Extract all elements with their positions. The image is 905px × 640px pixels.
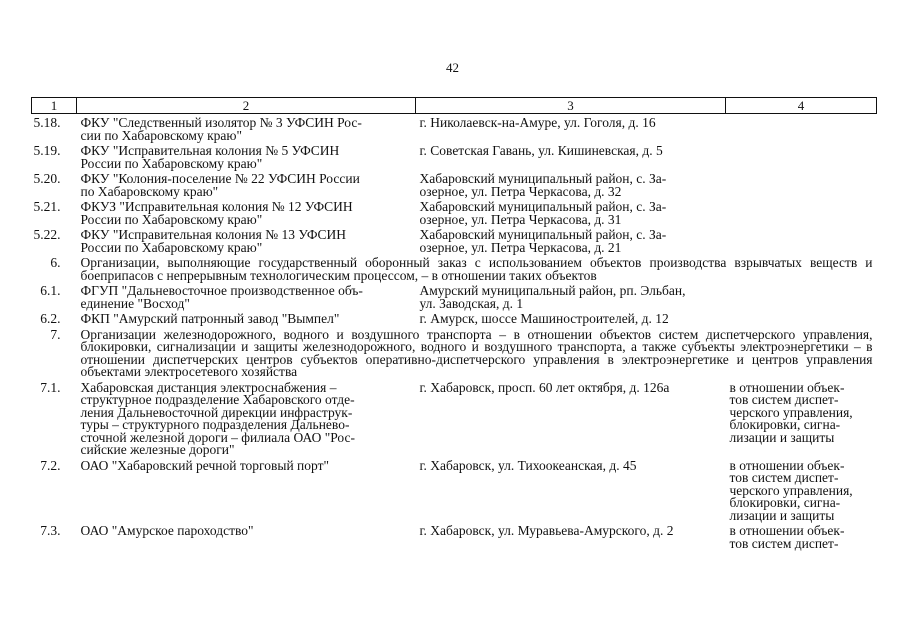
object-address: г. Хабаровск, ул. Муравьева-Амурского, д. 2 xyxy=(419,523,674,538)
section-number: 6. xyxy=(50,255,61,270)
row-note: в отношении объек- тов систем диспет- черского управления, блокировки, сигна- лизации и защиты xyxy=(729,457,853,523)
objects-table xyxy=(31,97,877,553)
row-note xyxy=(726,114,877,146)
organization-name: ОАО "Хабаровский речной торговый порт" xyxy=(80,457,330,473)
column-header-3: 3 xyxy=(416,98,726,114)
row-note xyxy=(726,201,877,229)
row-number: 5.21. xyxy=(33,199,61,214)
table-row xyxy=(32,382,877,460)
organization-name: ФКУ "Исправительная колония № 13 УФСИН России по Хабаровскому краю" xyxy=(80,227,347,255)
row-note xyxy=(726,229,877,257)
organization-name: ФКУ "Колония-поселение № 22 УФСИН России по Хабаровскому краю" xyxy=(80,171,360,199)
row-note: в отношении объек- тов систем диспет- черского управления, блокировки, сигна- лизации и защиты xyxy=(729,379,853,445)
organization-name: ФКУ "Исправительная колония № 5 УФСИН России по Хабаровскому краю" xyxy=(80,143,340,171)
column-header-2: 2 xyxy=(77,98,416,114)
organization-name: ФКУ "Следственный изолятор № 3 УФСИН Рос- сии по Хабаровскому краю" xyxy=(80,115,362,143)
organization-name: ФКП "Амурский патронный завод "Вымпел" xyxy=(80,311,340,326)
row-number: 6.1. xyxy=(40,283,61,298)
column-header-4: 4 xyxy=(726,98,877,114)
object-address: Хабаровский муниципальный район, с. За- озерное, ул. Петра Черкасова, д. 21 xyxy=(419,227,667,255)
row-number: 7.1. xyxy=(40,379,61,395)
row-number: 7.2. xyxy=(40,457,61,473)
table-row xyxy=(32,525,877,553)
table-row xyxy=(32,285,877,313)
table-row xyxy=(32,145,877,173)
section-description: Организации железнодорожного, водного и воздушного транспорта – в отношении объектов систем диспетчерского управления, блокировки, сигнализации и защиты железнодорожного, водного и воздушного транспорта, а также субъекты электроэнергетики – в отношении диспетчерских центров субъектов оперативно-диспетчерского управления в электроэнергетике и центров управления объектами электросетевого хозяйства xyxy=(80,326,873,379)
table-header-row xyxy=(32,98,877,114)
section-number: 7. xyxy=(50,326,61,342)
object-address: Хабаровский муниципальный район, с. За- озерное, ул. Петра Черкасова, д. 31 xyxy=(419,199,667,227)
page-number: 42 xyxy=(446,60,459,75)
object-address: г. Хабаровск, просп. 60 лет октября, д. 126а xyxy=(419,379,670,395)
object-address: г. Хабаровск, ул. Тихоокеанская, д. 45 xyxy=(419,457,637,473)
table-row xyxy=(32,229,877,257)
row-number: 5.22. xyxy=(33,227,61,242)
table-row xyxy=(32,173,877,201)
object-address: г. Советская Гавань, ул. Кишиневская, д. 5 xyxy=(419,143,663,158)
row-note xyxy=(726,173,877,201)
section-row xyxy=(32,329,877,382)
row-note: в отношении объек- тов систем диспет- xyxy=(729,523,845,551)
row-number: 5.18. xyxy=(33,115,61,130)
section-description: Организации, выполняющие государственный оборонный заказ с использованием объектов производства взрывчатых веществ и боеприпасов с непрерывным технологическим процессом, – в отношении таких объектов xyxy=(80,255,873,283)
column-header-1: 1 xyxy=(32,98,77,114)
organization-name: ФКУЗ "Исправительная колония № 12 УФСИН России по Хабаровскому краю" xyxy=(80,199,353,227)
table-row xyxy=(32,114,877,146)
table-row xyxy=(32,460,877,526)
row-note xyxy=(726,285,877,313)
table-row xyxy=(32,201,877,229)
object-address: Хабаровский муниципальный район, с. За- озерное, ул. Петра Черкасова, д. 32 xyxy=(419,171,667,199)
row-number: 6.2. xyxy=(40,311,61,326)
organization-name: ОАО "Амурское пароходство" xyxy=(80,523,254,538)
object-address: г. Амурск, шоссе Машиностроителей, д. 12 xyxy=(419,311,669,326)
object-address: Амурский муниципальный район, рп. Эльбан, ул. Заводская, д. 1 xyxy=(419,283,686,311)
organization-name: ФГУП "Дальневосточное производственное объ- единение "Восход" xyxy=(80,283,363,311)
section-row xyxy=(32,257,877,285)
row-number: 5.20. xyxy=(33,171,61,186)
row-number: 7.3. xyxy=(40,523,61,538)
row-number: 5.19. xyxy=(33,143,61,158)
row-note xyxy=(726,145,877,173)
organization-name: Хабаровская дистанция электроснабжения – структурное подразделение Хабаровского отде- ления Дальневосточной дирекции инфраструк- туры – структурного подразделения Дальнево- сточной железной дороги – филиала ОАО "Рос- сийские железные дороги" xyxy=(80,379,355,457)
object-address: г. Николаевск-на-Амуре, ул. Гоголя, д. 16 xyxy=(419,115,656,130)
